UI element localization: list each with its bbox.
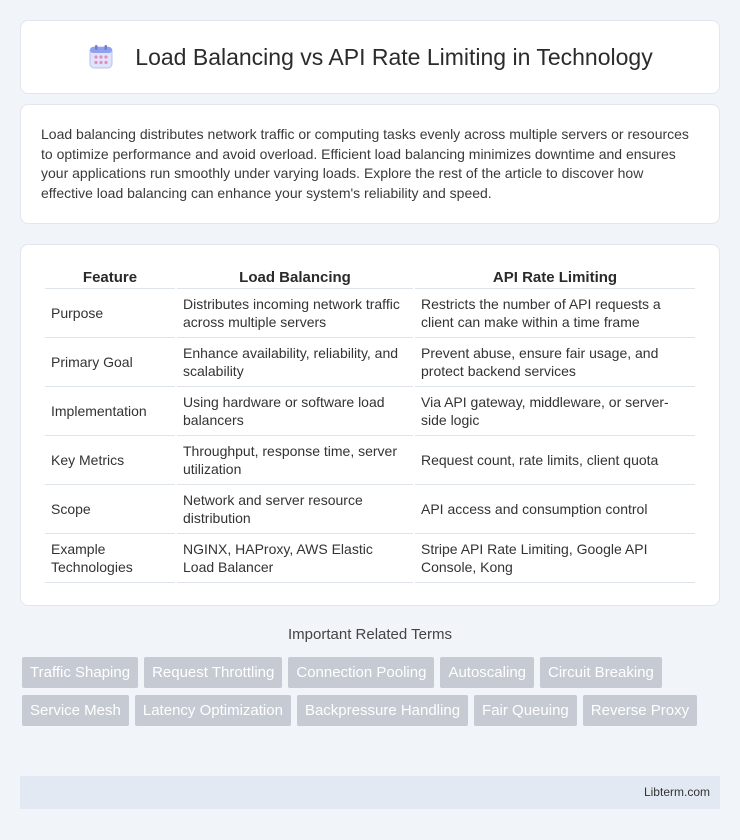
tag-autoscaling[interactable]: Autoscaling: [440, 657, 534, 688]
tag-fair-queuing[interactable]: Fair Queuing: [474, 695, 577, 726]
table-row: [45, 534, 695, 583]
header-api-rate-limiting: API Rate Limiting: [415, 265, 695, 289]
comparison-table: [43, 265, 697, 583]
tag-request-throttling[interactable]: Request Throttling: [144, 657, 282, 688]
tag-circuit-breaking[interactable]: Circuit Breaking: [540, 657, 662, 688]
row-api-rate-limiting-cell: Via API gateway, middleware, or server-side logic: [415, 387, 695, 436]
row-api-rate-limiting-cell: Request count, rate limits, client quota: [415, 436, 695, 485]
row-feature-cell: Purpose: [45, 289, 175, 338]
tag-latency-optimization[interactable]: Latency Optimization: [135, 695, 291, 726]
row-feature-cell: Key Metrics: [45, 436, 175, 485]
table-row: [45, 387, 695, 436]
intro-text: Load balancing distributes network traffic or computing tasks evenly across multiple servers or resources to optimize performance and avoid overload. Efficient load balancing minimizes downtime and ensures your applications run smoothly under varying loads. Explore the rest of the article to discover how effective load balancing can enhance your system's reliability and speed.: [41, 126, 689, 201]
row-load-balancing-cell: Network and server resource distribution: [177, 485, 413, 534]
row-api-rate-limiting-cell: Prevent abuse, ensure fair usage, and protect backend services: [415, 338, 695, 387]
table-row: [45, 338, 695, 387]
footer: [20, 776, 720, 809]
row-load-balancing-cell: Throughput, response time, server utilization: [177, 436, 413, 485]
tag-connection-pooling[interactable]: Connection Pooling: [288, 657, 434, 688]
comparison-table-card: [20, 244, 720, 606]
row-api-rate-limiting-cell: Restricts the number of API requests a client can make within a time frame: [415, 289, 695, 338]
row-load-balancing-cell: Enhance availability, reliability, and scalability: [177, 338, 413, 387]
tag-traffic-shaping[interactable]: Traffic Shaping: [22, 657, 138, 688]
row-api-rate-limiting-cell: API access and consumption control: [415, 485, 695, 534]
table-row: [45, 485, 695, 534]
header-load-balancing: Load Balancing: [177, 265, 413, 289]
row-api-rate-limiting-cell: Stripe API Rate Limiting, Google API Console, Kong: [415, 534, 695, 583]
row-feature-cell: Example Technologies: [45, 534, 175, 583]
row-feature-cell: Implementation: [45, 387, 175, 436]
tag-service-mesh[interactable]: Service Mesh: [22, 695, 129, 726]
calendar-icon: [87, 43, 115, 71]
table-row: [45, 436, 695, 485]
header-feature: Feature: [45, 265, 175, 289]
tag-reverse-proxy[interactable]: Reverse Proxy: [583, 695, 697, 726]
row-load-balancing-cell: Distributes incoming network traffic across multiple servers: [177, 289, 413, 338]
row-feature-cell: Primary Goal: [45, 338, 175, 387]
tag-backpressure-handling[interactable]: Backpressure Handling: [297, 695, 468, 726]
related-terms-title: Important Related Terms: [288, 626, 452, 643]
title-card: [20, 20, 720, 94]
row-load-balancing-cell: NGINX, HAProxy, AWS Elastic Load Balancer: [177, 534, 413, 583]
row-feature-cell: Scope: [45, 485, 175, 534]
row-load-balancing-cell: Using hardware or software load balancers: [177, 387, 413, 436]
related-terms-tags: [22, 657, 722, 726]
table-row: [45, 289, 695, 338]
page-title: Load Balancing vs API Rate Limiting in Technology: [135, 43, 653, 70]
footer-site-link[interactable]: Libterm.com: [643, 785, 710, 799]
table-header-row: [45, 265, 695, 289]
intro-card: [20, 104, 720, 224]
